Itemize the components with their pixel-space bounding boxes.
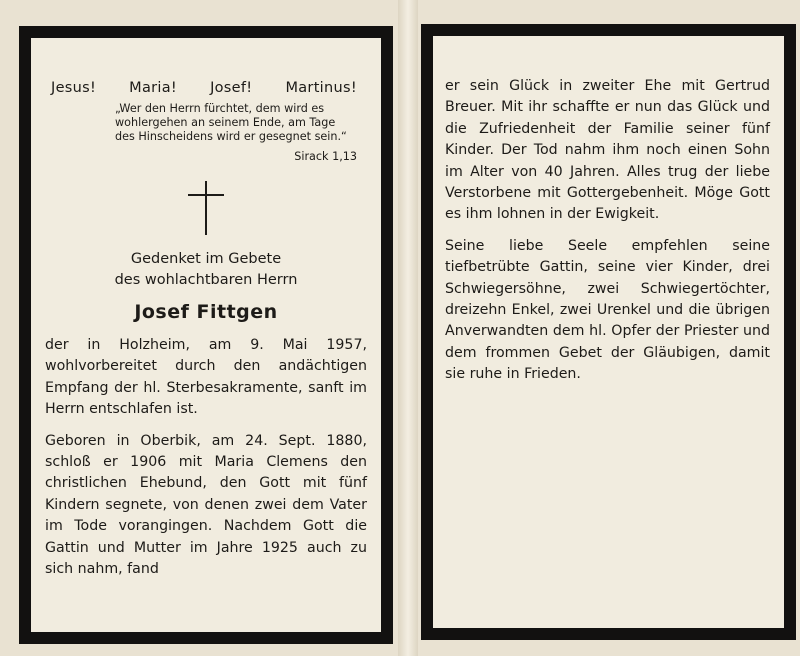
- life-paragraph: Geboren in Oberbik, am 24. Sept. 1880, schloß er 1906 mit Maria Clemens den christlichen Ehebund, den Gott mit fünf Kindern segnete, von denen zwei dem Vater im Tode vorangingen. Nachdem Gott die Gattin und Mutter im Jahre 1925 auch zu sich nahm, fand: [45, 432, 367, 578]
- left-card: [19, 26, 393, 644]
- bible-quote: „Wer den Herrn fürchtet, dem wird es wohlergehen an seinem Ende, am Tage des Hinscheidens wird er gesegnet sein.“: [115, 102, 347, 143]
- invocation-maria: Maria!: [129, 80, 178, 96]
- quote-source: Sirack 1,13: [294, 150, 357, 163]
- deceased-name: Josef Fittgen: [134, 301, 278, 323]
- invocation-line: [51, 80, 357, 96]
- invocation-josef: Josef!: [210, 80, 253, 96]
- remembrance-line-1: Gedenket im Gebete: [130, 251, 282, 267]
- death-paragraph: der in Holzheim, am 9. Mai 1957, wohlvorbereitet durch den andächtigen Empfang der hl. Sterbesakramente, sanft im Herrn entschlafen ist.: [45, 337, 367, 418]
- invocation-martinus: Martinus!: [285, 80, 357, 96]
- remembrance-heading: [41, 249, 371, 291]
- right-card: [421, 24, 796, 640]
- family-paragraph: Seine liebe Seele empfehlen seine tiefbetrübte Gattin, seine vier Kinder, drei Schwiegersöhne, zwei Schwiegertöchter, dreizehn Enkel, zwei Urenkel und die übrigen Anverwandten dem hl. Opfer der Priester und dem frommen Gebet der Gläubigen, damit sie ruhe in Frieden.: [445, 237, 770, 383]
- invocation-jesus: Jesus!: [51, 80, 97, 96]
- remembrance-line-2: des wohlachtbaren Herrn: [114, 272, 298, 288]
- card-fold: [398, 0, 418, 656]
- life-paragraph-continued: er sein Glück in zweiter Ehe mit Gertrud Breuer. Mit ihr schaffte er nun das Glück und die Zufriedenheit der Familie seiner fünf Kinder. Der Tod nahm ihm noch einen Sohn im Alter von 40 Jahren. Alles trug der liebe Verstorbene mit Gottergebenheit. Möge Gott es ihm lohnen in der Ewigkeit.: [445, 78, 770, 223]
- cross-icon: [188, 181, 224, 235]
